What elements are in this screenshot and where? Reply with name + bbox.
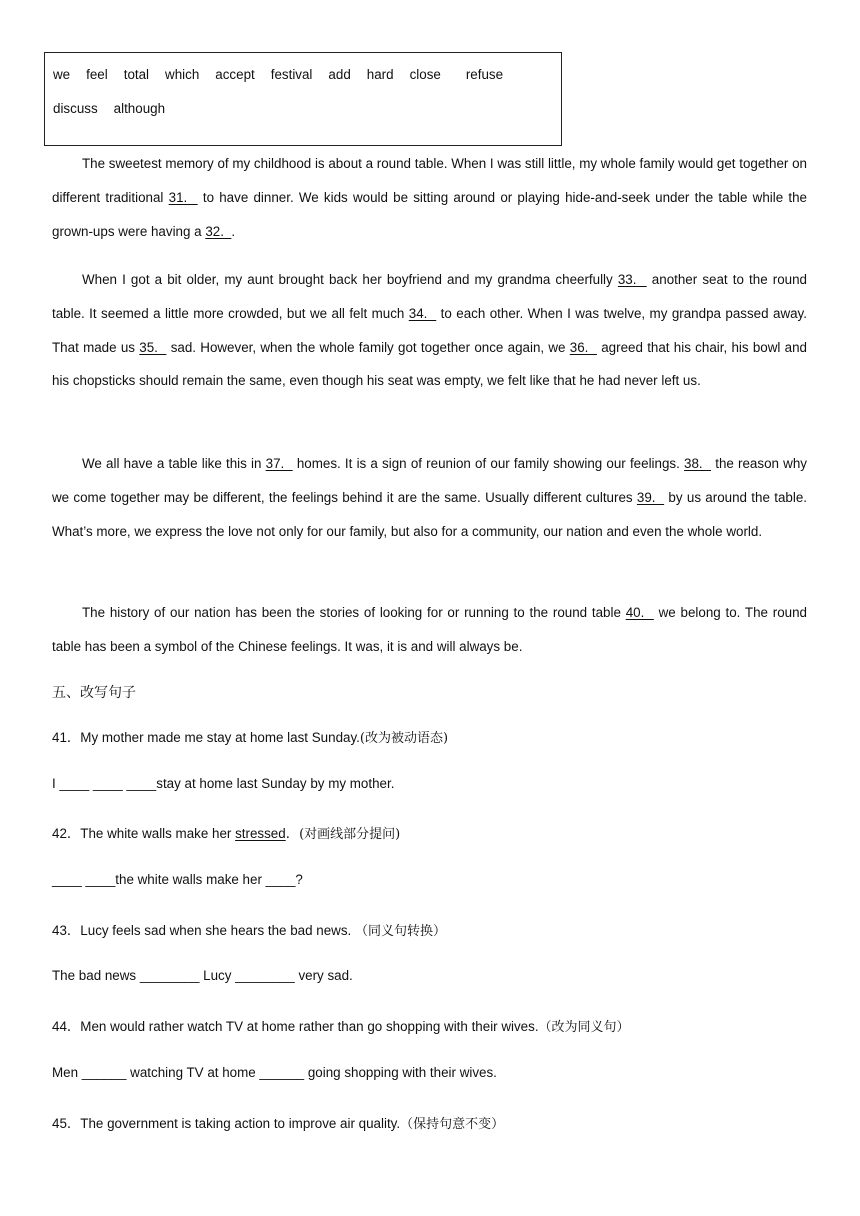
word-bank-item: close [409, 67, 441, 82]
blank-36[interactable]: 36. [569, 339, 597, 355]
passage-paragraph-2: When I got a bit older, my aunt brought back her boyfriend and my grandma cheerfully 33. another seat to the round table. It seemed a little more crowded, but we all felt much 34. to each other. When I was twelve, my grandpa passed away. That made us 35. sad. However, when the whole family got together once again, we 36. agreed that his chair, his bowl and his chopsticks should remain the same, even though his seat was empty, we felt like that he had never left us. [52, 272, 808, 389]
question-instruction: (改为被动语态) [359, 731, 449, 746]
question-43: 43．Lucy feels sad when she hears the bad news. （同义句转换） [52, 923, 446, 939]
word-bank-row-1 [53, 67, 519, 82]
blank-38[interactable]: 38. [684, 456, 712, 471]
question-45: 45．The government is taking action to improve air quality.（保持句意不变） [52, 1116, 505, 1132]
question-instruction: (对画线部分提问) [299, 827, 401, 842]
blank-35[interactable]: 35. [139, 339, 167, 355]
question-instruction: （改为同义句） [538, 1020, 630, 1035]
answer-line-42[interactable]: ____ ____the white walls make her ____? [52, 872, 303, 887]
blank-37[interactable]: 37. [265, 456, 293, 471]
section-heading: 五、改写句子 [52, 685, 136, 701]
word-bank-box [44, 52, 562, 146]
question-44: 44．Men would rather watch TV at home rather than go shopping with their wives.（改为同义句） [52, 1019, 630, 1035]
word-bank-item: accept [215, 67, 255, 82]
blank-33[interactable]: 33. [617, 272, 647, 287]
word-bank-item: total [123, 67, 150, 82]
answer-line-41[interactable]: I ____ ____ ____stay at home last Sunday by my mother. [52, 776, 395, 791]
blank-31[interactable]: 31. [168, 189, 198, 205]
question-instruction: （保持句意不变） [400, 1117, 505, 1132]
question-number: 44． [52, 1019, 81, 1034]
question-41: 41．My mother made me stay at home last Sunday.(改为被动语态) [52, 730, 449, 746]
word-bank-item: discuss [53, 101, 98, 116]
word-bank-item: refuse [465, 67, 504, 82]
answer-line-44[interactable]: Men ______ watching TV at home ______ going shopping with their wives. [52, 1065, 497, 1080]
question-42: 42．The white walls make her stressed．(对画线部分提问) [52, 826, 401, 842]
word-bank-item: hard [366, 67, 394, 82]
question-number: 41． [52, 730, 81, 745]
question-number: 42． [52, 826, 81, 841]
passage-paragraph-3: We all have a table like this in 37. homes. It is a sign of reunion of our family showing our feelings. 38. the reason why we come together may be different, the feelings behind it are the same. Usually different cultures 39. by us around the table. What’s more, we express the love not only for our family, but also for a community, our nation and even the whole world. [52, 456, 807, 539]
word-bank-item: feel [86, 67, 108, 82]
passage-paragraph-1: The sweetest memory of my childhood is about a round table. When I was still little, my whole family would get together on different traditional 31. to have dinner. We kids would be sitting around or playing hide-and-seek under the table while the grown-ups were having a 32. . [52, 156, 807, 239]
word-bank-item: which [165, 67, 200, 82]
blank-39[interactable]: 39. [636, 489, 665, 505]
question-number: 45． [52, 1116, 81, 1131]
blank-40[interactable]: 40. [625, 605, 654, 620]
passage-paragraph-4: The history of our nation has been the stories of looking for or running to the round table 40. we belong to. The round table has been a symbol of the Chinese feelings. It was, it is and will always be. [52, 605, 807, 654]
answer-line-43[interactable]: The bad news ________ Lucy ________ very sad. [52, 968, 353, 983]
word-bank-item: we [53, 67, 71, 82]
word-bank-item: add [328, 67, 351, 82]
question-instruction: （同义句转换） [354, 924, 446, 939]
word-bank-row-2 [53, 101, 181, 116]
word-bank-item: although [113, 101, 166, 116]
blank-32[interactable]: 32. [205, 223, 232, 239]
underlined-word: stressed [235, 826, 286, 841]
word-bank-item: festival [270, 67, 313, 82]
question-number: 43． [52, 923, 81, 938]
blank-34[interactable]: 34. [408, 305, 437, 321]
